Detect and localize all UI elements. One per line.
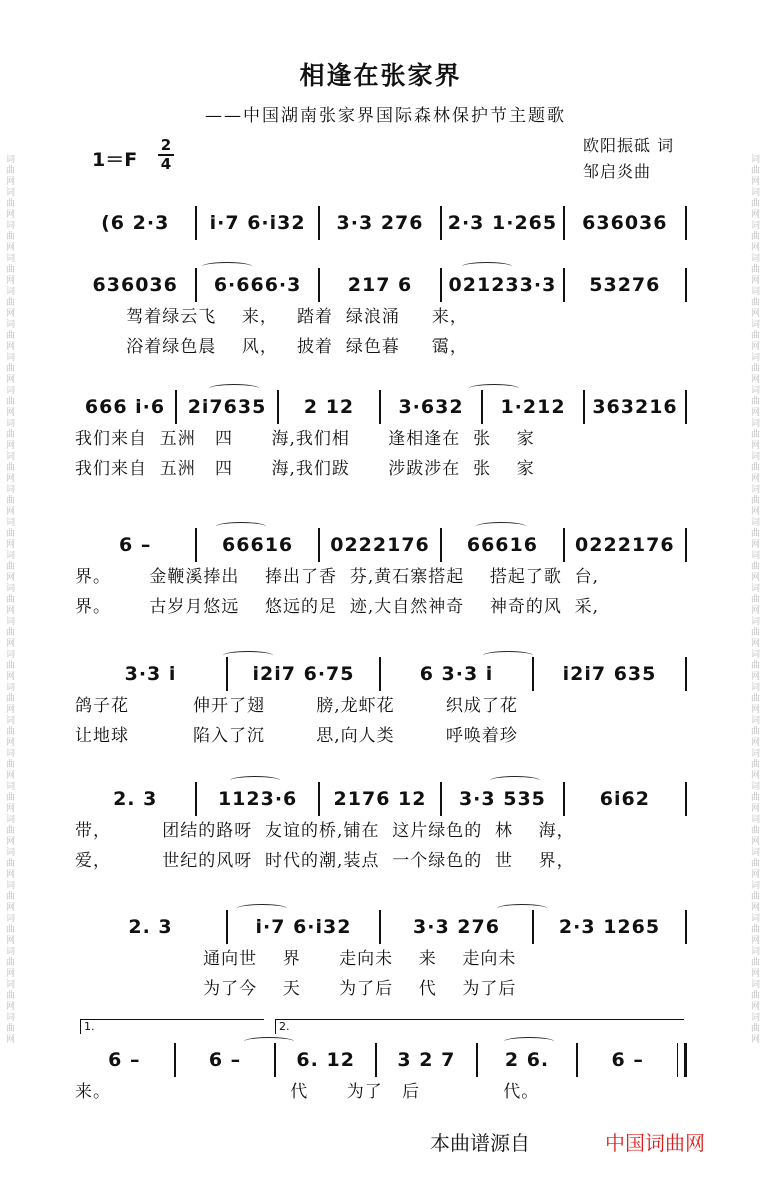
measure: 1123·6 bbox=[217, 788, 298, 810]
lyric-line: 为了今 天 为了后 代 为了后 bbox=[75, 979, 517, 999]
measure: 2 6. bbox=[504, 1049, 550, 1071]
bar-line bbox=[685, 390, 687, 424]
measure: 66616 bbox=[466, 534, 538, 556]
measure: (6 2·3 bbox=[101, 212, 170, 234]
time-signature bbox=[158, 137, 174, 173]
lyric-line: 界。 金鞭溪捧出 捧出了香 芬,黄石寨搭起 搭起了歌 台, bbox=[75, 567, 600, 587]
score-system bbox=[75, 528, 687, 622]
source-label: 本曲谱源自 bbox=[430, 1131, 530, 1155]
second-ending: 2. bbox=[275, 1019, 684, 1034]
slur-mark bbox=[462, 262, 512, 271]
lyric-line: 界。 古岁月悠远 悠远的足 迹,大自然神奇 神奇的风 采, bbox=[75, 597, 600, 617]
measure: 6. 12 bbox=[296, 1049, 355, 1071]
lyric-line: 浴着绿色晨 风， 披着 绿色暮 霭， bbox=[75, 337, 468, 357]
bar-line bbox=[685, 268, 687, 302]
song-subtitle: ——中国湖南张家界国际森林保护节主题歌 bbox=[205, 106, 566, 126]
measure: 666 i·6 bbox=[84, 396, 166, 418]
measure: 217 6 bbox=[347, 274, 413, 296]
measure: i·7 6·i32 bbox=[209, 212, 306, 234]
slur-mark bbox=[469, 384, 519, 393]
lyric-line: 让地球 陷入了沉 思,向人类 呼唤着珍 bbox=[75, 726, 518, 746]
lyric-line: 我们来自 五洲 四 海,我们跋 涉跋涉在 张 家 bbox=[75, 459, 535, 479]
time-signature-top: 2 bbox=[158, 137, 174, 156]
measure: i2i7 6·75 bbox=[252, 663, 355, 685]
slur-mark bbox=[230, 776, 280, 785]
measure: 2·3 1·265 bbox=[447, 212, 558, 234]
measure: 636036 bbox=[92, 274, 178, 296]
first-ending: 1. bbox=[80, 1019, 264, 1034]
notes-row bbox=[75, 268, 687, 302]
watermark-right: 词曲网词曲网词曲网词曲网词曲网词曲网词曲网词曲网词曲网词曲网词曲网词曲网词曲网词曲网词曲网词曲网词曲网词曲网词曲网词曲网词曲网词曲网词曲网词曲网词曲网词曲网词曲网 bbox=[749, 154, 759, 1045]
lyric-line: 带， 团结的路呀 友谊的桥,铺在 这片绿色的 林 海， bbox=[75, 821, 575, 841]
watermark-left: 词曲网词曲网词曲网词曲网词曲网词曲网词曲网词曲网词曲网词曲网词曲网词曲网词曲网词曲网词曲网词曲网词曲网词曲网词曲网词曲网词曲网词曲网词曲网词曲网词曲网词曲网词曲网 bbox=[4, 154, 14, 1045]
measure: 2·3 1265 bbox=[558, 916, 661, 938]
lyric-line: 来。 代 为了 后 代。 bbox=[75, 1082, 540, 1102]
score-system bbox=[75, 782, 687, 876]
bar-line bbox=[685, 910, 687, 944]
slur-mark bbox=[490, 776, 540, 785]
measure: 2. 3 bbox=[128, 916, 173, 938]
score-system bbox=[75, 206, 687, 240]
measure: i·7 6·i32 bbox=[255, 916, 352, 938]
measure: 636036 bbox=[582, 212, 668, 234]
score-system bbox=[75, 268, 687, 362]
measure: 6 – bbox=[119, 534, 152, 556]
time-signature-bottom: 4 bbox=[160, 155, 172, 173]
measure: 53276 bbox=[589, 274, 661, 296]
measure: 3 2 7 bbox=[397, 1049, 456, 1071]
measure: 6i62 bbox=[599, 788, 650, 810]
measure: 2i7635 bbox=[187, 396, 267, 418]
lyric-line: 驾着绿云飞 来， 踏着 绿浪涌 来， bbox=[75, 307, 468, 327]
measure: 2 12 bbox=[303, 396, 355, 418]
measure: 3·3 i bbox=[124, 663, 177, 685]
bar-line bbox=[685, 657, 687, 691]
notes-row bbox=[75, 390, 687, 424]
slur-mark bbox=[483, 651, 533, 660]
measure: 6 3·3 i bbox=[419, 663, 494, 685]
measure: 1·212 bbox=[500, 396, 566, 418]
score-system bbox=[75, 657, 687, 751]
song-title: 相逢在张家界 bbox=[299, 61, 462, 90]
slur-mark bbox=[476, 522, 526, 531]
slur-mark bbox=[497, 904, 547, 913]
site-name[interactable]: 中国词曲网 bbox=[605, 1131, 705, 1155]
notes-row bbox=[75, 206, 687, 240]
notes-row bbox=[75, 910, 687, 944]
slur-mark bbox=[244, 1037, 294, 1046]
notes-row bbox=[75, 1043, 687, 1077]
notes-row bbox=[75, 782, 687, 816]
measure: 0222176 bbox=[330, 534, 430, 556]
composer: 邹启炎曲 bbox=[583, 162, 652, 181]
measure: 2176 12 bbox=[333, 788, 427, 810]
bar-line bbox=[677, 1043, 687, 1077]
measure: 2. 3 bbox=[113, 788, 158, 810]
lyric-line: 爱， 世纪的风呀 时代的潮,装点 一个绿色的 世 界， bbox=[75, 851, 575, 871]
lyric-line: 通向世 界 走向未 来 走向未 bbox=[75, 949, 517, 969]
measure: 363216 bbox=[592, 396, 678, 418]
measure: 3·3 276 bbox=[413, 916, 500, 938]
measure: 3·3 276 bbox=[336, 212, 424, 234]
measure: i2i7 635 bbox=[562, 663, 657, 685]
measure: 3·632 bbox=[398, 396, 464, 418]
slur-mark bbox=[504, 1037, 554, 1046]
credits bbox=[583, 133, 674, 185]
bar-line bbox=[685, 206, 687, 240]
score-system bbox=[75, 390, 687, 484]
slur-mark bbox=[223, 651, 273, 660]
score-system bbox=[75, 910, 687, 1004]
lyricist: 欧阳振砥 词 bbox=[583, 136, 675, 155]
measure: 6 – bbox=[611, 1049, 644, 1071]
slur-mark bbox=[209, 384, 259, 393]
bar-line bbox=[685, 782, 687, 816]
slur-mark bbox=[202, 262, 252, 271]
measure: 3·3 535 bbox=[458, 788, 546, 810]
measure: 66616 bbox=[222, 534, 294, 556]
score-system bbox=[75, 1020, 687, 1107]
measure: 021233·3 bbox=[448, 274, 557, 296]
measure: 0222176 bbox=[575, 534, 675, 556]
measure: 6·666·3 bbox=[213, 274, 302, 296]
measure: 6 – bbox=[108, 1049, 141, 1071]
lyric-line: 我们来自 五洲 四 海,我们相 逢相逢在 张 家 bbox=[75, 429, 535, 449]
slur-mark bbox=[216, 522, 266, 531]
bar-line bbox=[685, 528, 687, 562]
slur-mark bbox=[237, 904, 287, 913]
key-signature: 1＝F bbox=[92, 149, 138, 171]
notes-row bbox=[75, 657, 687, 691]
measure: 6 – bbox=[208, 1049, 242, 1071]
notes-row bbox=[75, 528, 687, 562]
lyric-line: 鸽子花 伸开了翅 膀,龙虾花 织成了花 bbox=[75, 696, 518, 716]
